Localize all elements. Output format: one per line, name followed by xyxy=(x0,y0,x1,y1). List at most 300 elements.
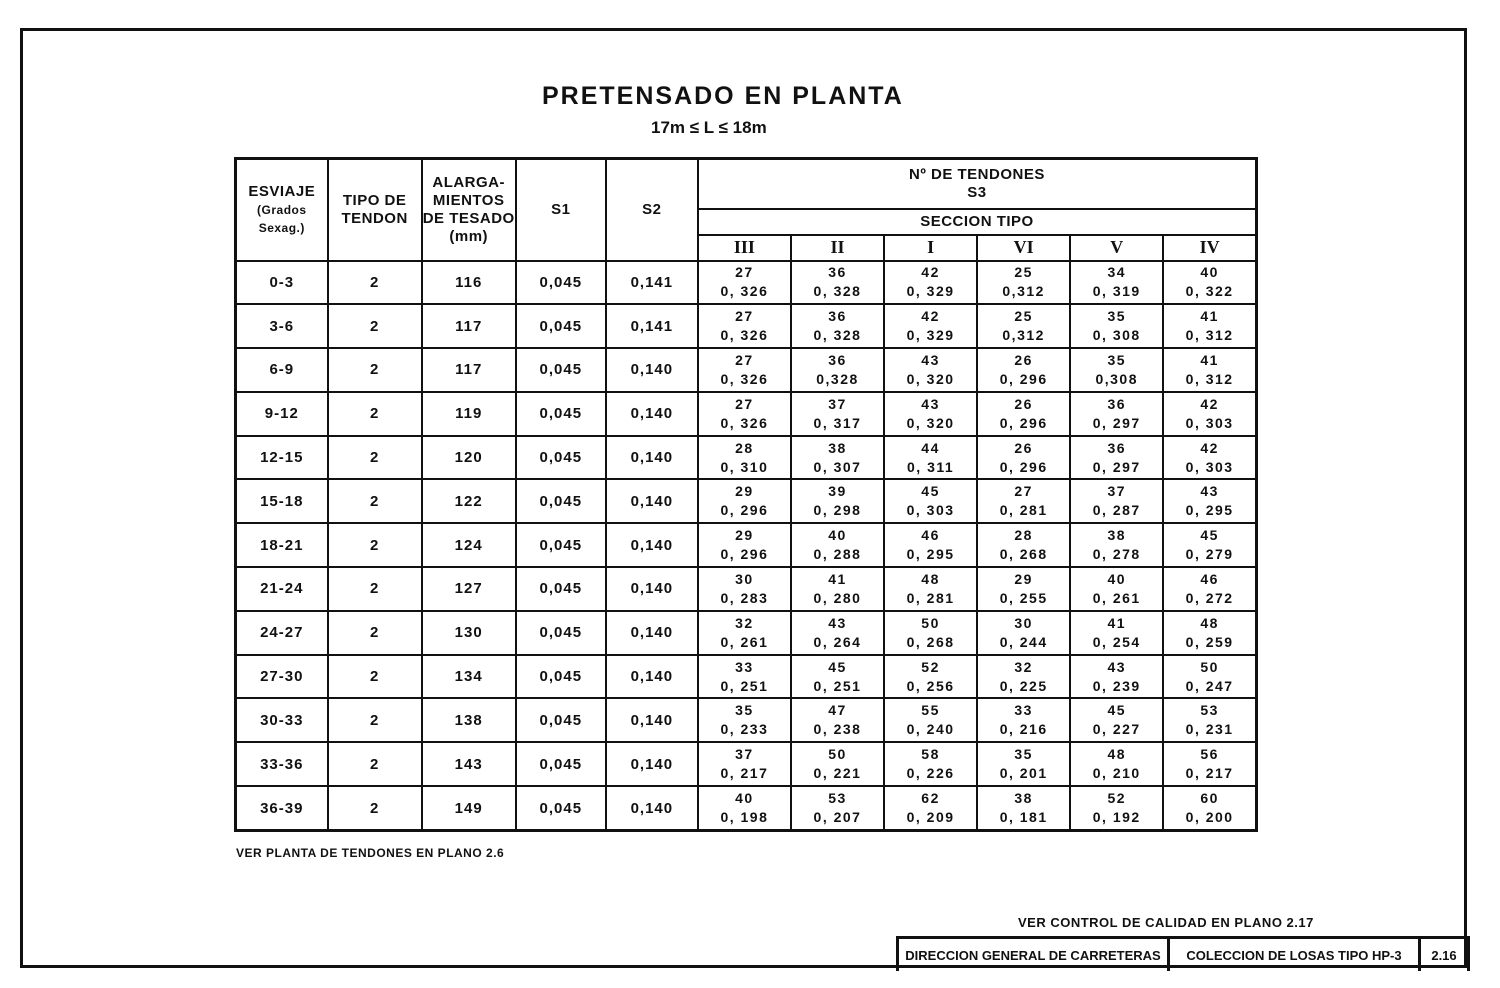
tendon-value: 0, 288 xyxy=(813,546,862,563)
table-row xyxy=(236,567,1257,611)
cell-alarg: 127 xyxy=(422,567,516,611)
tendon-value: 0, 192 xyxy=(1092,809,1141,826)
cell-tendones xyxy=(1070,436,1163,480)
cell-s2: 0,140 xyxy=(606,392,698,436)
tendon-value: 0, 303 xyxy=(1185,414,1234,431)
tendon-count: 43 xyxy=(828,614,847,631)
cell-tendones xyxy=(977,786,1070,830)
cell-tendones xyxy=(977,523,1070,567)
header-n-tendones: Nº DE TENDONES S3 xyxy=(698,159,1257,209)
cell-s2: 0,140 xyxy=(606,436,698,480)
cell-tendones xyxy=(884,523,977,567)
tendon-value: 0, 308 xyxy=(1092,327,1141,344)
tendon-value: 0, 264 xyxy=(813,633,862,650)
table-row xyxy=(236,698,1257,742)
cell-s2: 0,140 xyxy=(606,742,698,786)
tendon-value: 0, 251 xyxy=(720,677,769,694)
tendon-count: 44 xyxy=(921,439,940,456)
titleblock-organization: DIRECCION GENERAL DE CARRETERAS xyxy=(899,939,1170,971)
tendon-count: 46 xyxy=(921,527,940,544)
tendon-value: 0, 283 xyxy=(720,589,769,606)
tendon-count: 42 xyxy=(1200,395,1219,412)
cell-alarg: 149 xyxy=(422,786,516,830)
cell-esviaje: 21-24 xyxy=(236,567,328,611)
tendon-value: 0, 272 xyxy=(1185,589,1234,606)
section-header: II xyxy=(791,235,884,261)
tendon-value: 0, 298 xyxy=(813,502,862,519)
cell-tendones xyxy=(977,392,1070,436)
cell-s1: 0,045 xyxy=(516,304,606,348)
tendon-count: 35 xyxy=(735,702,754,719)
cell-tendones xyxy=(977,348,1070,392)
table-row xyxy=(236,786,1257,830)
tendon-value: 0, 207 xyxy=(813,809,862,826)
tendon-count: 60 xyxy=(1200,790,1219,807)
tendon-count: 33 xyxy=(735,658,754,675)
cell-tendones xyxy=(1070,567,1163,611)
cell-tendones xyxy=(791,567,884,611)
tendon-value: 0, 233 xyxy=(720,721,769,738)
table-row xyxy=(236,304,1257,348)
tendon-count: 26 xyxy=(1014,351,1033,368)
tendon-count: 30 xyxy=(1014,614,1033,631)
cell-tendones xyxy=(884,698,977,742)
tendon-value: 0, 200 xyxy=(1185,809,1234,826)
cell-tendones xyxy=(1163,436,1256,480)
tendon-count: 36 xyxy=(1107,395,1127,412)
tendon-count: 38 xyxy=(1107,527,1127,544)
tendon-value: 0, 268 xyxy=(906,633,955,650)
tendon-count: 37 xyxy=(735,746,754,763)
cell-tendones xyxy=(1163,655,1256,699)
cell-s2: 0,140 xyxy=(606,567,698,611)
cell-tendones xyxy=(977,304,1070,348)
cell-tendones xyxy=(698,655,791,699)
header-s2: S2 xyxy=(606,159,698,261)
section-header: VI xyxy=(977,235,1070,261)
cell-tendones xyxy=(977,567,1070,611)
tendon-value: 0, 303 xyxy=(906,502,955,519)
tendon-count: 26 xyxy=(1014,395,1033,412)
tendon-value: 0, 210 xyxy=(1092,765,1141,782)
cell-tendones xyxy=(884,304,977,348)
tendon-count: 43 xyxy=(1107,658,1127,675)
cell-s1: 0,045 xyxy=(516,479,606,523)
cell-s1: 0,045 xyxy=(516,523,606,567)
cell-tendones xyxy=(1163,261,1256,305)
tendon-count: 53 xyxy=(1200,702,1219,719)
tendon-value: 0, 317 xyxy=(813,414,862,431)
tendon-value: 0, 251 xyxy=(813,677,862,694)
cell-alarg: 119 xyxy=(422,392,516,436)
tendon-value: 0, 296 xyxy=(999,414,1048,431)
cell-esviaje: 18-21 xyxy=(236,523,328,567)
tendon-count: 32 xyxy=(735,614,754,631)
cell-alarg: 130 xyxy=(422,611,516,655)
tendon-value: 0, 226 xyxy=(906,765,955,782)
table-row xyxy=(236,523,1257,567)
header-alargamientos: ALARGA- MIENTOS DE TESADO (mm) xyxy=(422,159,516,261)
tendon-value: 0, 198 xyxy=(720,809,769,826)
tendon-value: 0, 209 xyxy=(906,809,955,826)
tendon-count: 25 xyxy=(1014,264,1033,281)
cell-tipo: 2 xyxy=(328,786,422,830)
cell-tendones xyxy=(791,261,884,305)
tendon-value: 0, 240 xyxy=(906,721,955,738)
tendon-count: 27 xyxy=(735,264,754,281)
tendon-count: 36 xyxy=(828,351,847,368)
table-row xyxy=(236,261,1257,305)
tendon-value: 0, 307 xyxy=(813,458,862,475)
tendon-value: 0, 328 xyxy=(813,327,862,344)
cell-tendones xyxy=(1070,479,1163,523)
tendon-value: 0,308 xyxy=(1095,370,1139,387)
cell-esviaje: 36-39 xyxy=(236,786,328,830)
tendon-count: 48 xyxy=(1107,746,1127,763)
cell-tipo: 2 xyxy=(328,655,422,699)
tendon-value: 0, 280 xyxy=(813,589,862,606)
tendon-count: 55 xyxy=(921,702,940,719)
cell-s2: 0,140 xyxy=(606,348,698,392)
cell-tendones xyxy=(1070,261,1163,305)
tendon-count: 41 xyxy=(828,570,847,587)
tendon-count: 43 xyxy=(921,351,940,368)
titleblock-plano-number: 2.16 xyxy=(1421,939,1470,971)
cell-tendones xyxy=(791,479,884,523)
cell-s1: 0,045 xyxy=(516,742,606,786)
table-row xyxy=(236,392,1257,436)
pretensado-table xyxy=(234,157,1258,832)
tendon-count: 40 xyxy=(1107,570,1127,587)
tendon-count: 37 xyxy=(828,395,847,412)
cell-tendones xyxy=(698,742,791,786)
cell-tendones xyxy=(1163,479,1256,523)
tendon-count: 36 xyxy=(828,264,847,281)
plan-reference-note: VER PLANTA DE TENDONES EN PLANO 2.6 xyxy=(236,846,505,860)
cell-alarg: 116 xyxy=(422,261,516,305)
tendon-count: 39 xyxy=(828,483,847,500)
tendon-count: 32 xyxy=(1014,658,1033,675)
tendon-value: 0, 231 xyxy=(1185,721,1234,738)
cell-esviaje: 30-33 xyxy=(236,698,328,742)
quality-control-note: VER CONTROL DE CALIDAD EN PLANO 2.17 xyxy=(1018,915,1314,930)
tendon-value: 0, 297 xyxy=(1092,414,1141,431)
tendon-count: 40 xyxy=(735,790,754,807)
table-row xyxy=(236,742,1257,786)
tendon-value: 0, 256 xyxy=(906,677,955,694)
cell-tendones xyxy=(884,611,977,655)
table-row xyxy=(236,436,1257,480)
cell-tendones xyxy=(1163,304,1256,348)
cell-tendones xyxy=(791,523,884,567)
tendon-value: 0, 221 xyxy=(813,765,862,782)
tendon-count: 38 xyxy=(1014,790,1033,807)
cell-tipo: 2 xyxy=(328,611,422,655)
cell-tendones xyxy=(1070,742,1163,786)
cell-s2: 0,140 xyxy=(606,786,698,830)
tendon-count: 53 xyxy=(828,790,847,807)
tendon-count: 52 xyxy=(1107,790,1127,807)
cell-tendones xyxy=(698,611,791,655)
tendon-value: 0, 326 xyxy=(720,283,769,300)
cell-alarg: 122 xyxy=(422,479,516,523)
tendon-value: 0, 217 xyxy=(720,765,769,782)
cell-tendones xyxy=(1163,348,1256,392)
cell-tendones xyxy=(977,436,1070,480)
cell-tendones xyxy=(698,479,791,523)
cell-tendones xyxy=(977,698,1070,742)
tendon-value: 0, 297 xyxy=(1092,458,1141,475)
cell-tendones xyxy=(698,786,791,830)
tendon-value: 0, 225 xyxy=(999,677,1048,694)
cell-tendones xyxy=(884,392,977,436)
cell-tendones xyxy=(1070,655,1163,699)
cell-tipo: 2 xyxy=(328,742,422,786)
title-block xyxy=(896,936,1470,971)
cell-tipo: 2 xyxy=(328,698,422,742)
cell-tipo: 2 xyxy=(328,304,422,348)
cell-tipo: 2 xyxy=(328,436,422,480)
cell-alarg: 134 xyxy=(422,655,516,699)
tendon-count: 35 xyxy=(1107,308,1127,325)
cell-tipo: 2 xyxy=(328,392,422,436)
cell-tendones xyxy=(1163,786,1256,830)
tendon-value: 0, 261 xyxy=(720,633,769,650)
cell-tendones xyxy=(1163,611,1256,655)
cell-tendones xyxy=(1163,698,1256,742)
tendon-count: 45 xyxy=(1107,702,1127,719)
tendon-value: 0, 329 xyxy=(906,283,955,300)
header-seccion-tipo: SECCION TIPO xyxy=(698,209,1257,235)
tendon-count: 27 xyxy=(1014,483,1033,500)
cell-tendones xyxy=(791,304,884,348)
cell-tendones xyxy=(698,698,791,742)
tendon-count: 52 xyxy=(921,658,940,675)
cell-esviaje: 33-36 xyxy=(236,742,328,786)
tendon-count: 45 xyxy=(1200,527,1219,544)
tendon-count: 25 xyxy=(1014,308,1033,325)
cell-alarg: 143 xyxy=(422,742,516,786)
section-header: V xyxy=(1070,235,1163,261)
tendon-value: 0, 181 xyxy=(999,809,1048,826)
cell-tendones xyxy=(698,261,791,305)
tendon-value: 0, 326 xyxy=(720,327,769,344)
section-header: I xyxy=(884,235,977,261)
tendon-count: 48 xyxy=(1200,614,1219,631)
tendon-value: 0, 268 xyxy=(999,546,1048,563)
table-row xyxy=(236,611,1257,655)
tendon-count: 37 xyxy=(1107,483,1127,500)
tendon-count: 33 xyxy=(1014,702,1033,719)
cell-tipo: 2 xyxy=(328,479,422,523)
tendon-count: 28 xyxy=(1014,527,1033,544)
cell-tendones xyxy=(977,261,1070,305)
tendon-count: 42 xyxy=(921,264,940,281)
tendon-value: 0, 295 xyxy=(906,546,955,563)
tendon-value: 0, 296 xyxy=(999,458,1048,475)
cell-s1: 0,045 xyxy=(516,261,606,305)
cell-alarg: 117 xyxy=(422,348,516,392)
tendon-value: 0, 296 xyxy=(999,370,1048,387)
cell-tendones xyxy=(1070,611,1163,655)
cell-tendones xyxy=(791,611,884,655)
tendon-count: 36 xyxy=(828,308,847,325)
tendon-value: 0, 296 xyxy=(720,546,769,563)
tendon-count: 27 xyxy=(735,308,754,325)
cell-tendones xyxy=(1070,392,1163,436)
tendon-count: 30 xyxy=(735,570,754,587)
cell-s2: 0,140 xyxy=(606,698,698,742)
cell-tendones xyxy=(884,261,977,305)
tendon-count: 41 xyxy=(1107,614,1127,631)
cell-esviaje: 24-27 xyxy=(236,611,328,655)
tendon-value: 0,328 xyxy=(816,370,859,387)
cell-tendones xyxy=(884,479,977,523)
cell-s1: 0,045 xyxy=(516,786,606,830)
cell-s2: 0,140 xyxy=(606,479,698,523)
cell-esviaje: 15-18 xyxy=(236,479,328,523)
cell-tendones xyxy=(1163,742,1256,786)
table-row xyxy=(236,348,1257,392)
cell-esviaje: 12-15 xyxy=(236,436,328,480)
tendon-value: 0, 217 xyxy=(1185,765,1234,782)
cell-tendones xyxy=(1163,567,1256,611)
tendon-count: 47 xyxy=(828,702,847,719)
tendon-count: 50 xyxy=(828,746,847,763)
cell-tendones xyxy=(1070,786,1163,830)
tendon-value: 0, 320 xyxy=(906,370,955,387)
tendon-count: 45 xyxy=(828,658,847,675)
tendon-value: 0, 312 xyxy=(1185,327,1234,344)
tendon-value: 0, 303 xyxy=(1185,458,1234,475)
tendon-count: 41 xyxy=(1200,308,1219,325)
cell-tendones xyxy=(977,479,1070,523)
tendon-count: 28 xyxy=(735,439,754,456)
tendon-count: 48 xyxy=(921,570,940,587)
tendon-count: 62 xyxy=(921,790,940,807)
tendon-value: 0, 227 xyxy=(1092,721,1141,738)
titleblock-collection: COLECCION DE LOSAS TIPO HP-3 xyxy=(1170,939,1421,971)
tendon-count: 36 xyxy=(1107,439,1127,456)
cell-s1: 0,045 xyxy=(516,348,606,392)
cell-tendones xyxy=(977,742,1070,786)
cell-tendones xyxy=(1163,392,1256,436)
cell-tendones xyxy=(791,348,884,392)
tendon-value: 0, 261 xyxy=(1092,589,1141,606)
page-title: PRETENSADO EN PLANTA xyxy=(542,82,904,110)
tendon-value: 0, 281 xyxy=(906,589,955,606)
cell-s2: 0,140 xyxy=(606,655,698,699)
tendon-value: 0, 322 xyxy=(1185,283,1234,300)
tendon-value: 0, 279 xyxy=(1185,546,1234,563)
cell-tendones xyxy=(698,436,791,480)
cell-tendones xyxy=(884,655,977,699)
cell-s1: 0,045 xyxy=(516,567,606,611)
cell-tendones xyxy=(1070,348,1163,392)
cell-esviaje: 27-30 xyxy=(236,655,328,699)
cell-tendones xyxy=(698,523,791,567)
tendon-count: 29 xyxy=(735,527,754,544)
cell-s2: 0,140 xyxy=(606,611,698,655)
cell-tendones xyxy=(791,742,884,786)
cell-tendones xyxy=(1070,698,1163,742)
tendon-value: 0, 326 xyxy=(720,414,769,431)
tendon-value: 0, 281 xyxy=(999,502,1048,519)
cell-s1: 0,045 xyxy=(516,655,606,699)
cell-tendones xyxy=(884,786,977,830)
tendon-count: 34 xyxy=(1107,264,1127,281)
tendon-value: 0, 255 xyxy=(999,589,1048,606)
cell-s2: 0,140 xyxy=(606,523,698,567)
tendon-count: 58 xyxy=(921,746,940,763)
cell-alarg: 120 xyxy=(422,436,516,480)
tendon-count: 50 xyxy=(1200,658,1219,675)
tendon-value: 0, 287 xyxy=(1092,502,1141,519)
tendon-value: 0, 216 xyxy=(999,721,1048,738)
tendon-count: 42 xyxy=(1200,439,1219,456)
tendon-count: 45 xyxy=(921,483,940,500)
cell-s1: 0,045 xyxy=(516,392,606,436)
cell-tendones xyxy=(698,348,791,392)
tendon-count: 26 xyxy=(1014,439,1033,456)
cell-tendones xyxy=(884,567,977,611)
cell-tendones xyxy=(791,698,884,742)
table-row xyxy=(236,655,1257,699)
cell-tendones xyxy=(791,786,884,830)
tendon-count: 35 xyxy=(1107,351,1127,368)
tendon-value: 0,312 xyxy=(1002,283,1045,300)
cell-alarg: 117 xyxy=(422,304,516,348)
tendon-value: 0, 312 xyxy=(1185,370,1234,387)
cell-s1: 0,045 xyxy=(516,611,606,655)
tendon-value: 0, 254 xyxy=(1092,633,1141,650)
tendon-count: 46 xyxy=(1200,570,1219,587)
tendon-value: 0, 320 xyxy=(906,414,955,431)
tendon-value: 0, 326 xyxy=(720,370,769,387)
cell-tendones xyxy=(698,392,791,436)
cell-tendones xyxy=(698,304,791,348)
cell-tipo: 2 xyxy=(328,348,422,392)
tendon-value: 0, 311 xyxy=(907,458,955,475)
cell-tendones xyxy=(1070,304,1163,348)
cell-s1: 0,045 xyxy=(516,436,606,480)
cell-tendones xyxy=(791,436,884,480)
span-range-subtitle: 17m ≤ L ≤ 18m xyxy=(651,118,767,137)
cell-tendones xyxy=(977,611,1070,655)
tendon-value: 0, 328 xyxy=(813,283,862,300)
tendon-value: 0, 295 xyxy=(1185,502,1234,519)
cell-tendones xyxy=(884,348,977,392)
cell-s2: 0,141 xyxy=(606,261,698,305)
cell-esviaje: 0-3 xyxy=(236,261,328,305)
cell-tendones xyxy=(791,392,884,436)
tendon-value: 0, 296 xyxy=(720,502,769,519)
tendon-count: 29 xyxy=(1014,570,1033,587)
header-s1: S1 xyxy=(516,159,606,261)
tendon-value: 0, 329 xyxy=(906,327,955,344)
cell-tendones xyxy=(1070,523,1163,567)
cell-tendones xyxy=(884,742,977,786)
tendon-value: 0, 244 xyxy=(999,633,1048,650)
tendon-count: 35 xyxy=(1014,746,1033,763)
table-row xyxy=(236,479,1257,523)
tendon-count: 42 xyxy=(921,308,940,325)
tendon-count: 43 xyxy=(921,395,940,412)
cell-tipo: 2 xyxy=(328,261,422,305)
cell-s1: 0,045 xyxy=(516,698,606,742)
cell-tendones xyxy=(884,436,977,480)
tendon-count: 50 xyxy=(921,614,940,631)
